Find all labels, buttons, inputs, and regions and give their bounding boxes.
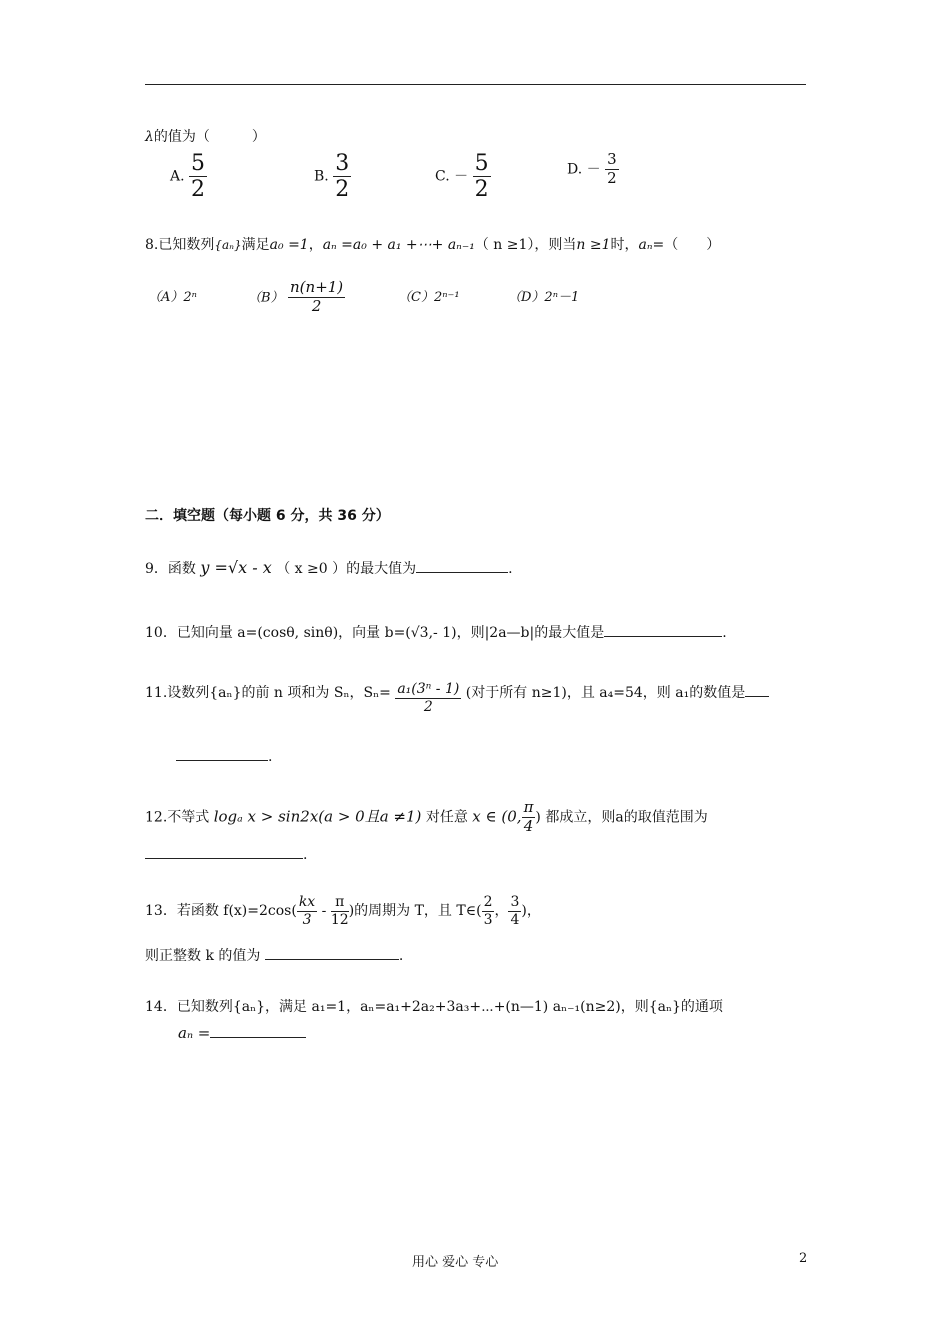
q9-answer-blank[interactable] [416,560,508,573]
question-14: 14．已知数列{aₙ}，满足 a₁=1，aₙ=a₁+2a₂+3a₃+⋯+(n—1) aₙ₋₁(n≥2)，则{aₙ}的通项 [145,999,723,1015]
q14-line2: aₙ = [178,1024,306,1042]
question-13: 13．若函数 f(x)=2cos( $\frac{kx}{3}$ - $\frac{\pi}{12}$ )的周期为 T，且 T∈( $\frac{2}{3}$ ， $\frac{3}{4}$ )， [145,894,541,928]
q7-option-a-fraction: $\frac{5}{2}$ [191,151,206,203]
q8-option-b: （B） $\frac{n(n+1)}{2}$ [248,278,344,315]
question-9: 9．函数 y =√x - x （ x ≥0 ）的最大值为 . [145,558,513,577]
q7-option-d: D. － $\frac{3}{2}$ [567,150,617,187]
q8-option-d: （D）2ⁿ－1 [508,290,580,305]
q7-option-c-fraction: $\frac{5}{2}$ [474,151,489,203]
question-10: 10．已知向量 a=(cosθ, sinθ)，向量 b=(√3,- 1)，则|2a—b|的最大值是 . [145,625,727,641]
q13-fraction-lower: $\frac{2}{3}$ [483,894,493,928]
q7-option-a: A. $\frac{5}{2}$ [170,151,206,203]
q8-option-b-fraction: $\frac{n(n+1)}{2}$ [290,278,344,315]
q13-line2: 则正整数 k 的值为 . [145,948,404,964]
question-12: 12.不等式 logₐ x > sin2x(a > 0且a ≠1) 对任意 x ∈ (0, $\frac{\pi}{4}$ ) 都成立，则a的取值范围为 [145,798,708,835]
q13-answer-blank[interactable] [265,947,399,960]
page-number: 2 [799,1251,808,1266]
q14-answer-blank[interactable] [210,1025,306,1038]
q8-sequence: {aₙ} [214,238,242,252]
section-title: 二．填空题（每小题 6 分，共 36 分） [145,508,390,524]
q11-answer-blank-1[interactable] [745,684,769,697]
q8-condition-2: aₙ =a₀ + a₁ +⋯+ aₙ₋₁ [322,237,475,253]
q7-option-d-fraction: $\frac{3}{2}$ [607,150,617,187]
header-rule [145,84,806,85]
lambda-symbol: λ [145,129,154,145]
q11-continuation: . [176,748,272,765]
q12-fraction: $\frac{\pi}{4}$ [523,798,534,835]
q7-option-b: B. $\frac{3}{2}$ [314,151,350,203]
q13-fraction-upper: $\frac{3}{4}$ [510,894,520,928]
q7-option-c: C. － $\frac{5}{2}$ [435,151,489,203]
q11-answer-blank-2[interactable] [176,748,268,761]
q13-fraction-pi: $\frac{\pi}{12}$ [330,894,349,928]
question-11: 11.设数列{aₙ}的前 n 项和为 Sₙ，Sₙ= $\frac{\text{a₁(3ⁿ - 1)}}{2}$ (对于所有 n≥1)，且 a₄=54，则 a₁的数值是 [145,682,769,714]
footer-slogan: 用心 爱心 专心 [412,1255,499,1270]
q7-stem [145,126,266,146]
q11-fraction: $\frac{\text{a₁(3ⁿ - 1)}}{2}$ [397,681,460,715]
q7-text: 的值为（ ） [153,129,266,145]
q8-option-c: （C）2ⁿ⁻¹ [398,290,460,305]
question-8: 8.已知数列{aₙ}满足a₀ =1，aₙ =a₀ + a₁ +⋯+ aₙ₋₁（ n ≥1），则当n ≥1时，aₙ=（ ） [145,237,721,253]
q8-condition-1: a₀ =1 [269,237,309,253]
q12-continuation: . [145,846,307,863]
q13-fraction-kx: $\frac{kx}{3}$ [298,894,316,928]
q12-inequality: logₐ x > sin2x(a > 0且a ≠1) [213,807,422,826]
q12-answer-blank[interactable] [145,846,303,859]
q9-expression: y =√x - x [200,558,272,577]
q10-answer-blank[interactable] [604,624,722,637]
q8-option-a: （A）2ⁿ [148,290,197,305]
q7-option-b-fraction: $\frac{3}{2}$ [335,151,350,203]
